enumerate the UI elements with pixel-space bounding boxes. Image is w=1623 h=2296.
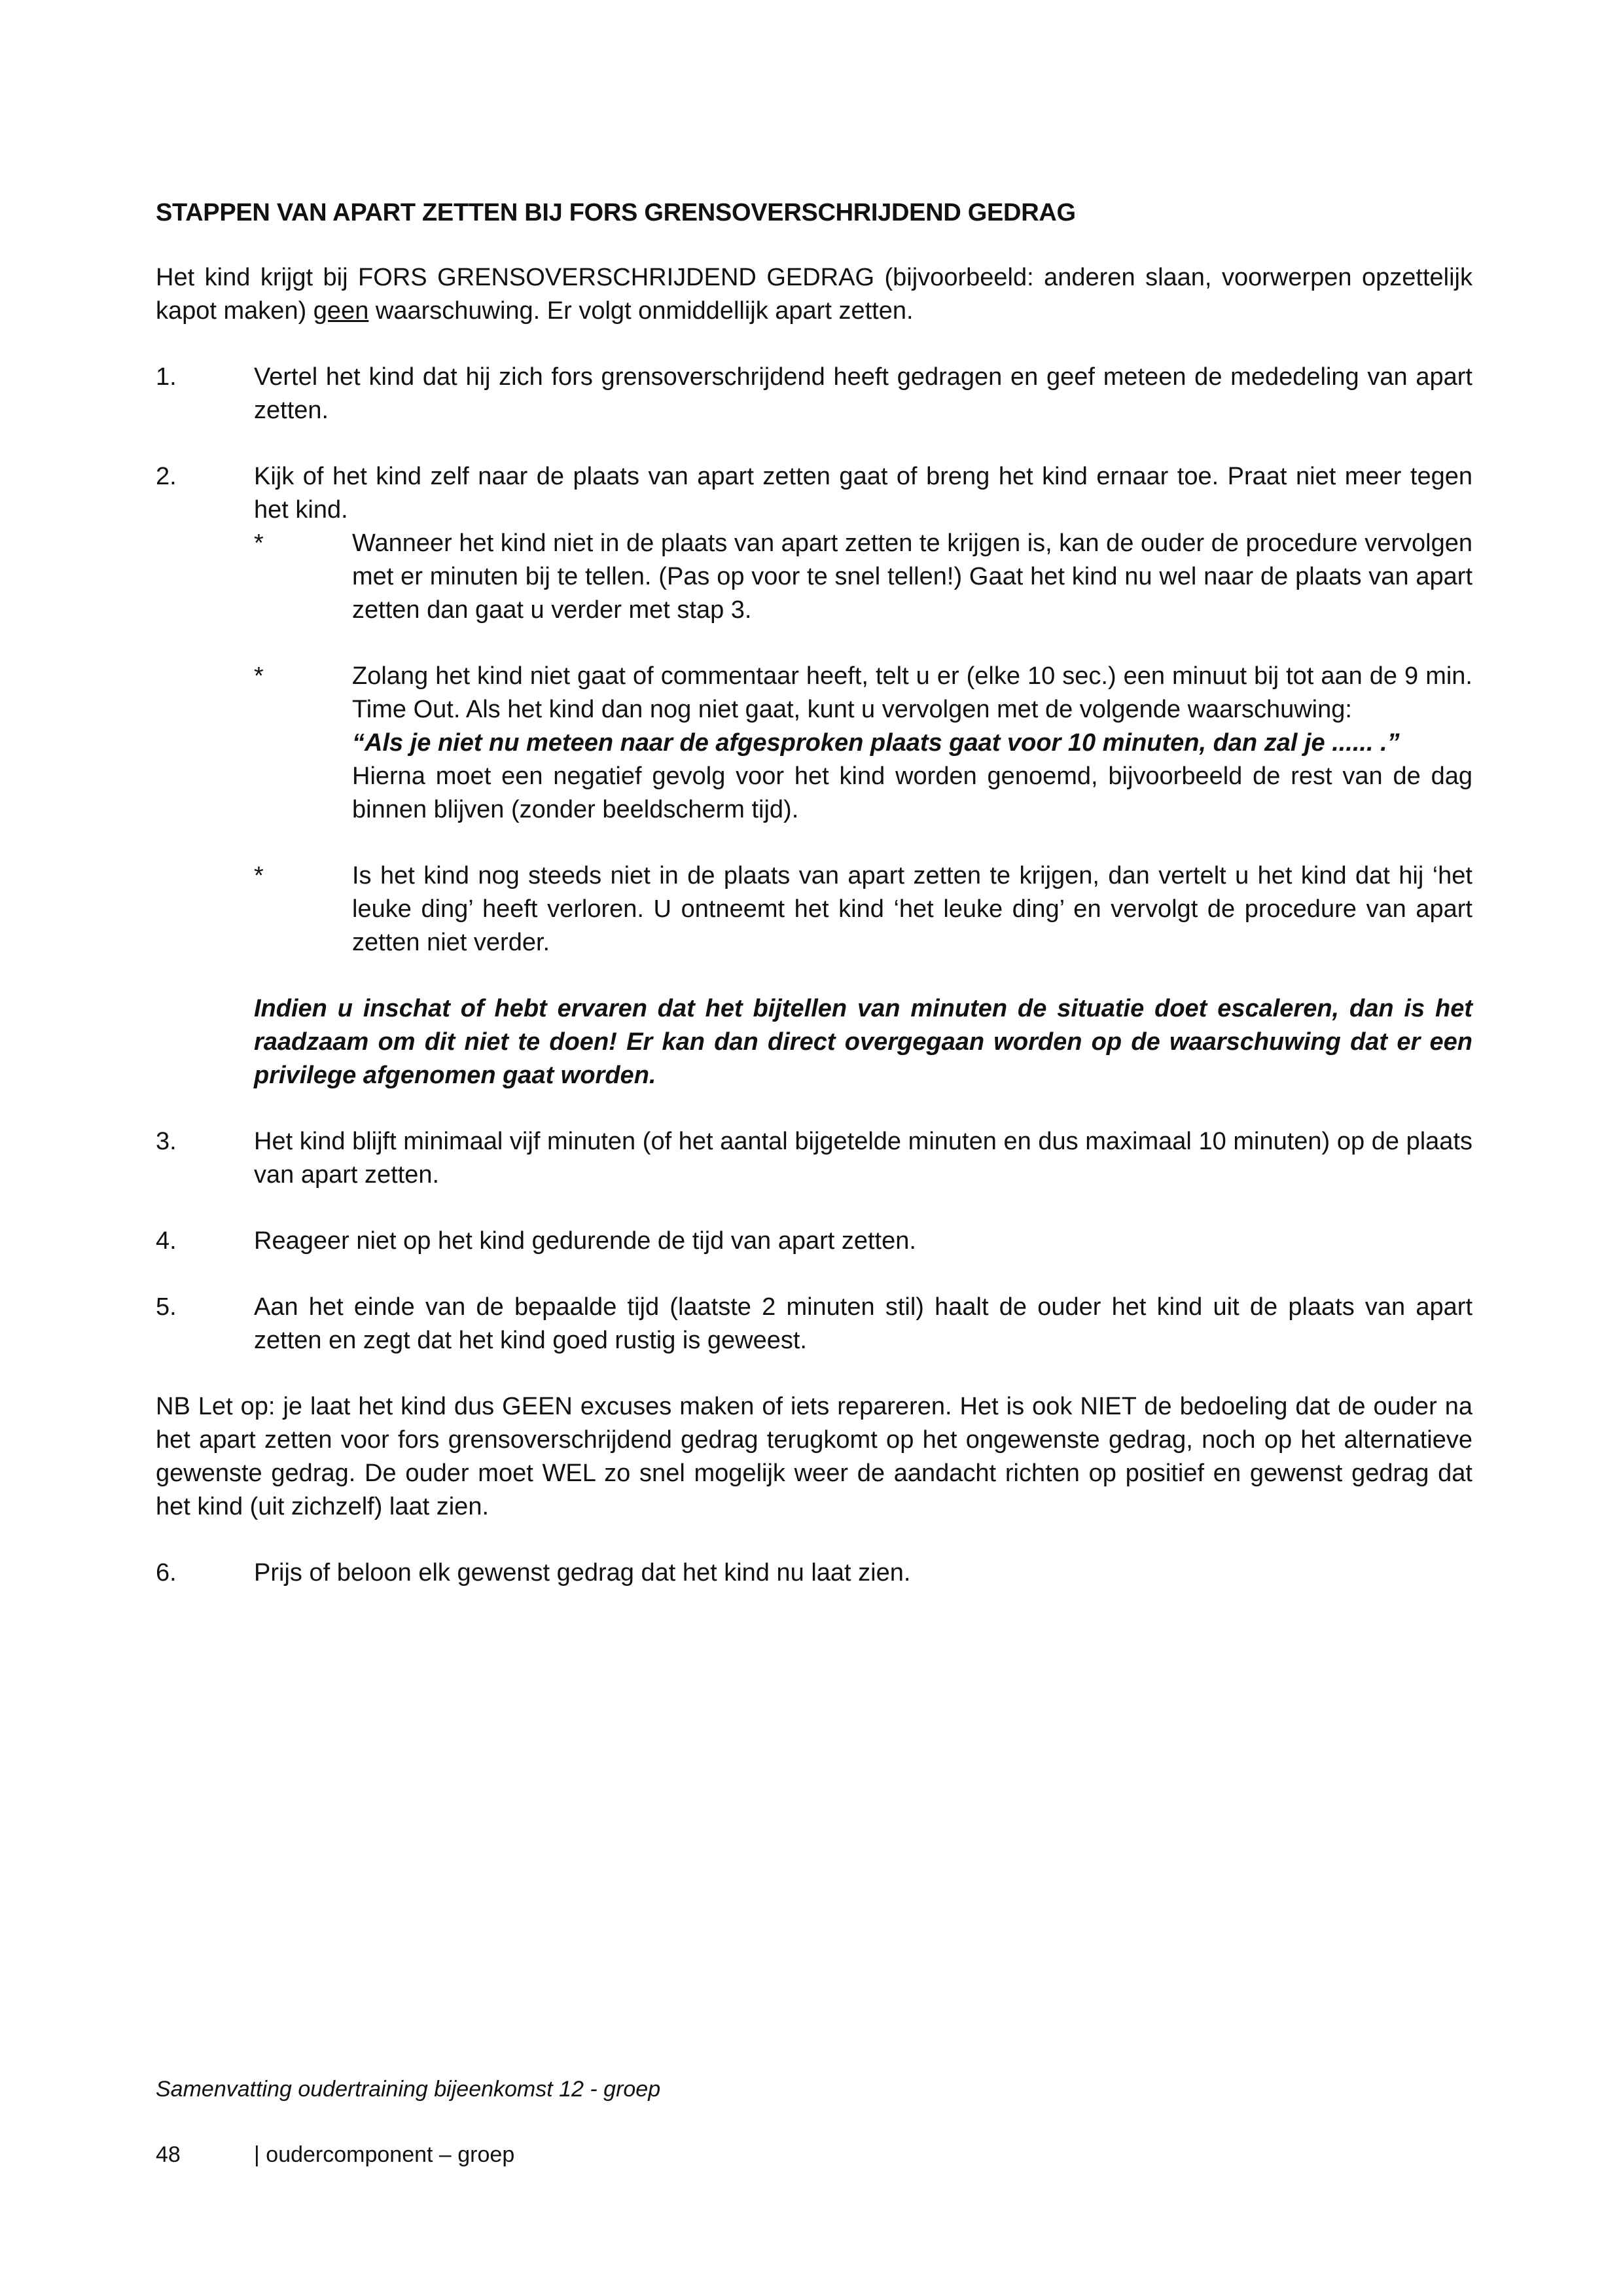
bullet-star: * <box>254 662 264 690</box>
step-1 <box>156 361 1472 427</box>
intro-text-before: Het kind krijgt bij FORS GRENSOVERSCHRIJDEND GEDRAG (bijvoorbeeld: anderen slaan, voorwerpen opzettelijk kapot maken) <box>156 264 1472 325</box>
bullet-item-3 <box>254 859 1472 960</box>
step-text: Het kind blijft minimaal vijf minuten (of het aantal bijgetelde minuten en dus maximaal 10 minuten) op de plaats van apart zetten. <box>254 1128 1472 1189</box>
step-text: Prijs of beloon elk gewenst gedrag dat het kind nu laat zien. <box>254 1559 911 1587</box>
intro-underlined-word: geen <box>313 297 369 325</box>
step-3 <box>156 1125 1472 1192</box>
bullet-text: Zolang het kind niet gaat of commentaar heeft, telt u er (elke 10 sec.) een minuut bij tot aan de 9 min. Time Out. Als het kind dan nog niet gaat, kunt u vervolgen met de volgende waarschuwing: <box>352 662 1472 723</box>
footer <box>156 2140 514 2169</box>
bullet-item-2 <box>254 660 1472 827</box>
bullet-item-1 <box>254 527 1472 627</box>
footer-caption: Samenvatting oudertraining bijeenkomst 12 - groep <box>156 2077 661 2102</box>
bullet-body <box>352 660 1472 827</box>
intro-text-after: waarschuwing. Er volgt onmiddellijk apart zetten. <box>368 297 914 325</box>
step-number: 2. <box>156 463 177 490</box>
step-number: 3. <box>156 1128 177 1155</box>
footer-section: | oudercomponent – groep <box>254 2142 515 2167</box>
step-text: Reageer niet op het kind gedurende de tijd van apart zetten. <box>254 1227 916 1255</box>
bullet-star: * <box>254 529 264 557</box>
bullet-star: * <box>254 862 264 889</box>
warning-quote: “Als je niet nu meteen naar de afgesproken plaats gaat voor 10 minuten, dan zal je ...... .” <box>352 729 1400 757</box>
note-paragraph: NB Let op: je laat het kind dus GEEN excuses maken of iets repareren. Het is ook NIET de bedoeling dat de ouder na het apart zetten voor fors grensoverschrijdend gedrag terugkomt op het ongewenste gedrag, noch op het alternatieve gewenste gedrag. De ouder moet WEL zo snel mogelijk weer de aandacht richten op positief en gewenst gedrag dat het kind (uit zichzelf) laat zien. <box>156 1393 1472 1520</box>
step-number: 1. <box>156 363 177 391</box>
bullet-text: Wanneer het kind niet in de plaats van apart zetten te krijgen is, kan de ouder de procedure vervolgen met er minuten bij te tellen. (Pas op voor te snel tellen!) Gaat het kind nu wel naar de plaats van apart zetten dan gaat u verder met stap 3. <box>352 529 1472 624</box>
step-2 <box>156 460 1472 1092</box>
step-text: Kijk of het kind zelf naar de plaats van apart zetten gaat of breng het kind ernaar toe. Praat niet meer tegen het kind. <box>254 463 1472 524</box>
bullet-after-text: Hierna moet een negatief gevolg voor het kind worden genoemd, bijvoorbeeld de rest van de dag binnen blijven (zonder beeldscherm tijd). <box>352 762 1472 823</box>
step-text: Aan het einde van de bepaalde tijd (laatste 2 minuten stil) haalt de ouder het kind uit de plaats van apart zetten en zegt dat het kind goed rustig is geweest. <box>254 1293 1472 1354</box>
page-number: 48 <box>156 2142 181 2167</box>
page-title: STAPPEN VAN APART ZETTEN BIJ FORS GRENSOVERSCHRIJDEND GEDRAG <box>156 199 1076 226</box>
step-number: 6. <box>156 1559 177 1587</box>
step-number: 4. <box>156 1227 177 1255</box>
step-6 <box>156 1556 1472 1590</box>
step-5 <box>156 1291 1472 1357</box>
step-body <box>254 460 1472 1092</box>
step-4 <box>156 1225 1472 1258</box>
emphasis-paragraph: Indien u inschat of hebt ervaren dat het bijtellen van minuten de situatie doet escaleren, dan is het raadzaam om dit niet te doen! Er kan dan direct overgegaan worden op de waarschuwing dat er een privilege afgenomen gaat worden. <box>254 995 1472 1089</box>
document-content <box>156 196 1472 1623</box>
intro-paragraph <box>156 261 1472 328</box>
step-number: 5. <box>156 1293 177 1321</box>
step-text: Vertel het kind dat hij zich fors grensoverschrijdend heeft gedragen en geef meteen de mededeling van apart zetten. <box>254 363 1472 424</box>
bullet-text: Is het kind nog steeds niet in de plaats van apart zetten te krijgen, dan vertelt u het kind dat hij ‘het leuke ding’ heeft verloren. U ontneemt het kind ‘het leuke ding’ en vervolgt de procedure van apart zetten niet verder. <box>352 862 1472 956</box>
